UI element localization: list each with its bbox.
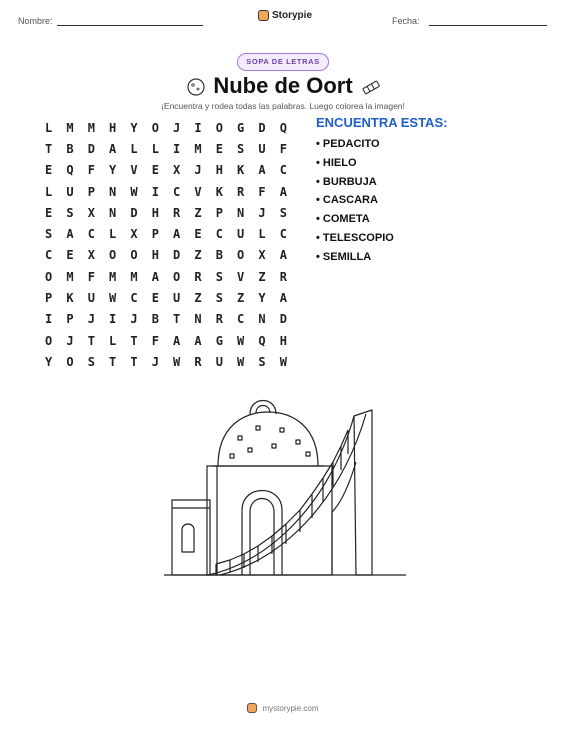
grid-letter[interactable]: G [215, 333, 223, 348]
grid-letter[interactable]: M [109, 269, 117, 284]
grid-letter[interactable]: H [279, 333, 287, 348]
grid-letter[interactable]: N [258, 312, 266, 327]
grid-letter[interactable]: J [130, 312, 138, 327]
grid-letter[interactable]: R [279, 269, 287, 284]
grid-letter[interactable]: X [173, 163, 181, 178]
grid-letter[interactable]: M [87, 120, 95, 135]
grid-letter[interactable]: C [173, 184, 181, 199]
grid-letter[interactable]: R [237, 184, 245, 199]
grid-letter[interactable]: K [215, 184, 223, 199]
grid-letter[interactable]: R [194, 354, 202, 369]
grid-letter[interactable]: K [66, 291, 74, 306]
grid-letter[interactable]: M [66, 120, 74, 135]
grid-letter[interactable]: S [279, 205, 287, 220]
storypie-logo-icon [247, 703, 257, 713]
grid-letter[interactable]: B [215, 248, 223, 263]
grid-letter[interactable]: O [173, 269, 181, 284]
grid-letter[interactable]: F [87, 269, 95, 284]
grid-letter[interactable]: J [194, 163, 202, 178]
grid-letter[interactable]: U [87, 291, 95, 306]
grid-letter[interactable]: O [45, 333, 53, 348]
grid-letter[interactable]: S [87, 354, 95, 369]
grid-letter[interactable]: C [279, 163, 287, 178]
name-line [57, 25, 203, 26]
grid-letter[interactable]: F [87, 163, 95, 178]
grid-letter[interactable]: C [45, 248, 53, 263]
grid-letter[interactable]: S [215, 269, 223, 284]
grid-letter[interactable]: L [109, 333, 117, 348]
grid-letter[interactable]: O [66, 354, 74, 369]
grid-letter[interactable]: P [151, 227, 159, 242]
grid-letter[interactable]: R [215, 312, 223, 327]
grid-letter[interactable]: W [173, 354, 181, 369]
grid-letter[interactable]: W [237, 333, 245, 348]
grid-letter[interactable]: A [279, 184, 287, 199]
word-item: • PEDACITO [316, 138, 380, 150]
grid-letter[interactable]: M [66, 269, 74, 284]
grid-letter[interactable]: E [151, 163, 159, 178]
grid-letter[interactable]: J [151, 354, 159, 369]
grid-letter[interactable]: S [258, 354, 266, 369]
grid-letter[interactable]: C [87, 227, 95, 242]
grid-letter[interactable]: J [258, 205, 266, 220]
grid-letter[interactable]: B [151, 312, 159, 327]
grid-letter[interactable]: W [130, 184, 138, 199]
grid-letter[interactable]: J [173, 120, 181, 135]
brand-name: Storypie [272, 10, 313, 21]
grid-letter[interactable]: D [279, 312, 287, 327]
grid-letter[interactable]: L [151, 141, 159, 156]
grid-letter[interactable]: S [215, 291, 223, 306]
grid-letter[interactable]: L [45, 120, 53, 135]
grid-letter[interactable]: P [215, 205, 223, 220]
grid-letter[interactable]: Y [45, 354, 53, 369]
grid-letter[interactable]: N [237, 205, 245, 220]
grid-letter[interactable]: N [109, 184, 117, 199]
grid-letter[interactable]: G [237, 120, 245, 135]
grid-letter[interactable]: A [279, 291, 287, 306]
storypie-logo-icon [258, 10, 269, 21]
grid-letter[interactable]: U [66, 184, 74, 199]
grid-letter[interactable]: X [130, 227, 138, 242]
grid-letter[interactable]: C [215, 227, 223, 242]
grid-letter[interactable]: E [215, 141, 223, 156]
grid-letter[interactable]: D [130, 205, 138, 220]
grid-letter[interactable]: A [279, 248, 287, 263]
grid-letter[interactable]: Q [66, 163, 74, 178]
word-item: • TELESCOPIO [316, 231, 394, 244]
word-list [316, 137, 394, 269]
grid-letter[interactable]: D [258, 120, 266, 135]
grid-letter[interactable]: R [173, 205, 181, 220]
grid-letter[interactable]: Y [258, 291, 266, 306]
grid-letter[interactable]: H [151, 248, 159, 263]
word-search-grid [38, 117, 294, 373]
grid-letter[interactable]: S [45, 227, 53, 242]
grid-letter[interactable]: T [173, 312, 181, 327]
grid-letter[interactable]: X [87, 248, 95, 263]
grid-letter[interactable]: C [279, 227, 287, 242]
word-item: • CASCARA [316, 194, 378, 207]
word-list-title: ENCUENTRA ESTAS: [316, 115, 448, 130]
brand-logo [258, 10, 312, 21]
grid-letter[interactable]: Q [279, 120, 287, 135]
grid-letter[interactable]: P [66, 312, 74, 327]
grid-letter[interactable]: U [173, 291, 181, 306]
grid-letter[interactable]: X [258, 248, 266, 263]
grid-letter[interactable]: E [151, 291, 159, 306]
instructions: ¡Encuentra y rodea todas las palabras. Luego colorea la imagen! [161, 101, 405, 111]
grid-letter[interactable]: U [215, 354, 223, 369]
grid-letter[interactable]: A [151, 269, 159, 284]
grid-letter[interactable]: V [194, 184, 202, 199]
page-title: Nube de Oort [213, 73, 353, 98]
grid-letter[interactable]: F [258, 184, 266, 199]
grid-letter[interactable]: O [237, 248, 245, 263]
grid-letter[interactable]: A [173, 227, 181, 242]
grid-letter[interactable]: A [194, 333, 202, 348]
grid-letter[interactable]: D [173, 248, 181, 263]
grid-letter[interactable]: T [87, 333, 95, 348]
grid-letter[interactable]: Y [130, 120, 138, 135]
word-item: • COMETA [316, 213, 370, 226]
grid-letter[interactable]: H [151, 205, 159, 220]
grid-letter[interactable]: R [194, 269, 202, 284]
grid-letter[interactable]: L [109, 227, 117, 242]
grid-letter[interactable]: F [151, 333, 159, 348]
grid-letter[interactable]: D [87, 141, 95, 156]
grid-letter[interactable]: F [279, 141, 287, 156]
grid-letter[interactable]: E [45, 205, 53, 220]
grid-letter[interactable]: K [237, 163, 245, 178]
grid-letter[interactable]: I [45, 312, 53, 327]
grid-letter[interactable]: I [173, 141, 181, 156]
grid-letter[interactable]: L [130, 141, 138, 156]
grid-letter[interactable]: A [258, 163, 266, 178]
grid-letter[interactable]: T [109, 354, 117, 369]
grid-letter[interactable]: V [237, 269, 245, 284]
grid-letter[interactable]: T [130, 333, 138, 348]
grid-letter[interactable]: I [109, 312, 117, 327]
grid-letter[interactable]: X [87, 205, 95, 220]
grid-letter[interactable]: W [237, 354, 245, 369]
grid-letter[interactable]: L [45, 184, 53, 199]
grid-letter[interactable]: O [151, 120, 159, 135]
activity-badge: SOPA DE LETRAS [237, 53, 329, 71]
grid-letter[interactable]: I [151, 184, 159, 199]
grid-letter[interactable]: L [258, 227, 266, 242]
grid-letter[interactable]: A [66, 227, 74, 242]
grid-letter[interactable]: H [109, 120, 117, 135]
grid-letter[interactable]: C [237, 312, 245, 327]
grid-letter[interactable]: N [194, 312, 202, 327]
footer-link[interactable]: mystorypie.com [262, 703, 319, 713]
grid-letter[interactable]: O [130, 248, 138, 263]
grid-letter[interactable]: Q [258, 333, 266, 348]
grid-letter[interactable]: Z [237, 291, 245, 306]
grid-letter[interactable]: S [66, 205, 74, 220]
grid-letter[interactable]: O [109, 248, 117, 263]
grid-letter[interactable]: Y [109, 163, 117, 178]
grid-letter[interactable]: I [194, 120, 202, 135]
grid-letter[interactable]: C [130, 291, 138, 306]
name-label: Nombre: [18, 16, 53, 26]
grid-letter[interactable]: A [173, 333, 181, 348]
grid-letter[interactable]: U [258, 141, 266, 156]
grid-letter[interactable]: J [66, 333, 74, 348]
grid-letter[interactable]: E [66, 248, 74, 263]
grid-letter[interactable]: P [87, 184, 95, 199]
grid-letter[interactable]: U [237, 227, 245, 242]
grid-letter[interactable]: H [215, 163, 223, 178]
grid-letter[interactable]: Z [194, 248, 202, 263]
grid-letter[interactable]: O [45, 269, 53, 284]
date-label: Fecha: [392, 16, 420, 26]
grid-letter[interactable]: Z [194, 205, 202, 220]
grid-letter[interactable]: S [237, 141, 245, 156]
footer [0, 703, 566, 713]
date-line [429, 25, 547, 26]
grid-letter[interactable]: M [130, 269, 138, 284]
grid-letter[interactable]: W [109, 291, 117, 306]
grid-letter[interactable]: E [45, 163, 53, 178]
word-item: • BURBUJA [316, 175, 377, 188]
grid-letter[interactable]: B [66, 141, 74, 156]
grid-letter[interactable]: J [87, 312, 95, 327]
grid-letter[interactable]: N [109, 205, 117, 220]
grid-letter[interactable]: T [45, 141, 53, 156]
grid-letter[interactable]: V [130, 163, 138, 178]
grid-letter[interactable]: P [45, 291, 53, 306]
grid-letter[interactable]: E [194, 227, 202, 242]
grid-letter[interactable]: O [215, 120, 223, 135]
telescope-icon [360, 77, 384, 97]
grid-letter[interactable]: M [194, 141, 202, 156]
word-item: • HIELO [316, 156, 357, 169]
grid-letter[interactable]: T [130, 354, 138, 369]
grid-letter[interactable]: A [109, 141, 117, 156]
grid-letter[interactable]: Z [194, 291, 202, 306]
observatory-illustration [160, 392, 410, 582]
word-item: • SEMILLA [316, 250, 372, 263]
grid-letter[interactable]: W [279, 354, 287, 369]
grid-letter[interactable]: Z [258, 269, 266, 284]
